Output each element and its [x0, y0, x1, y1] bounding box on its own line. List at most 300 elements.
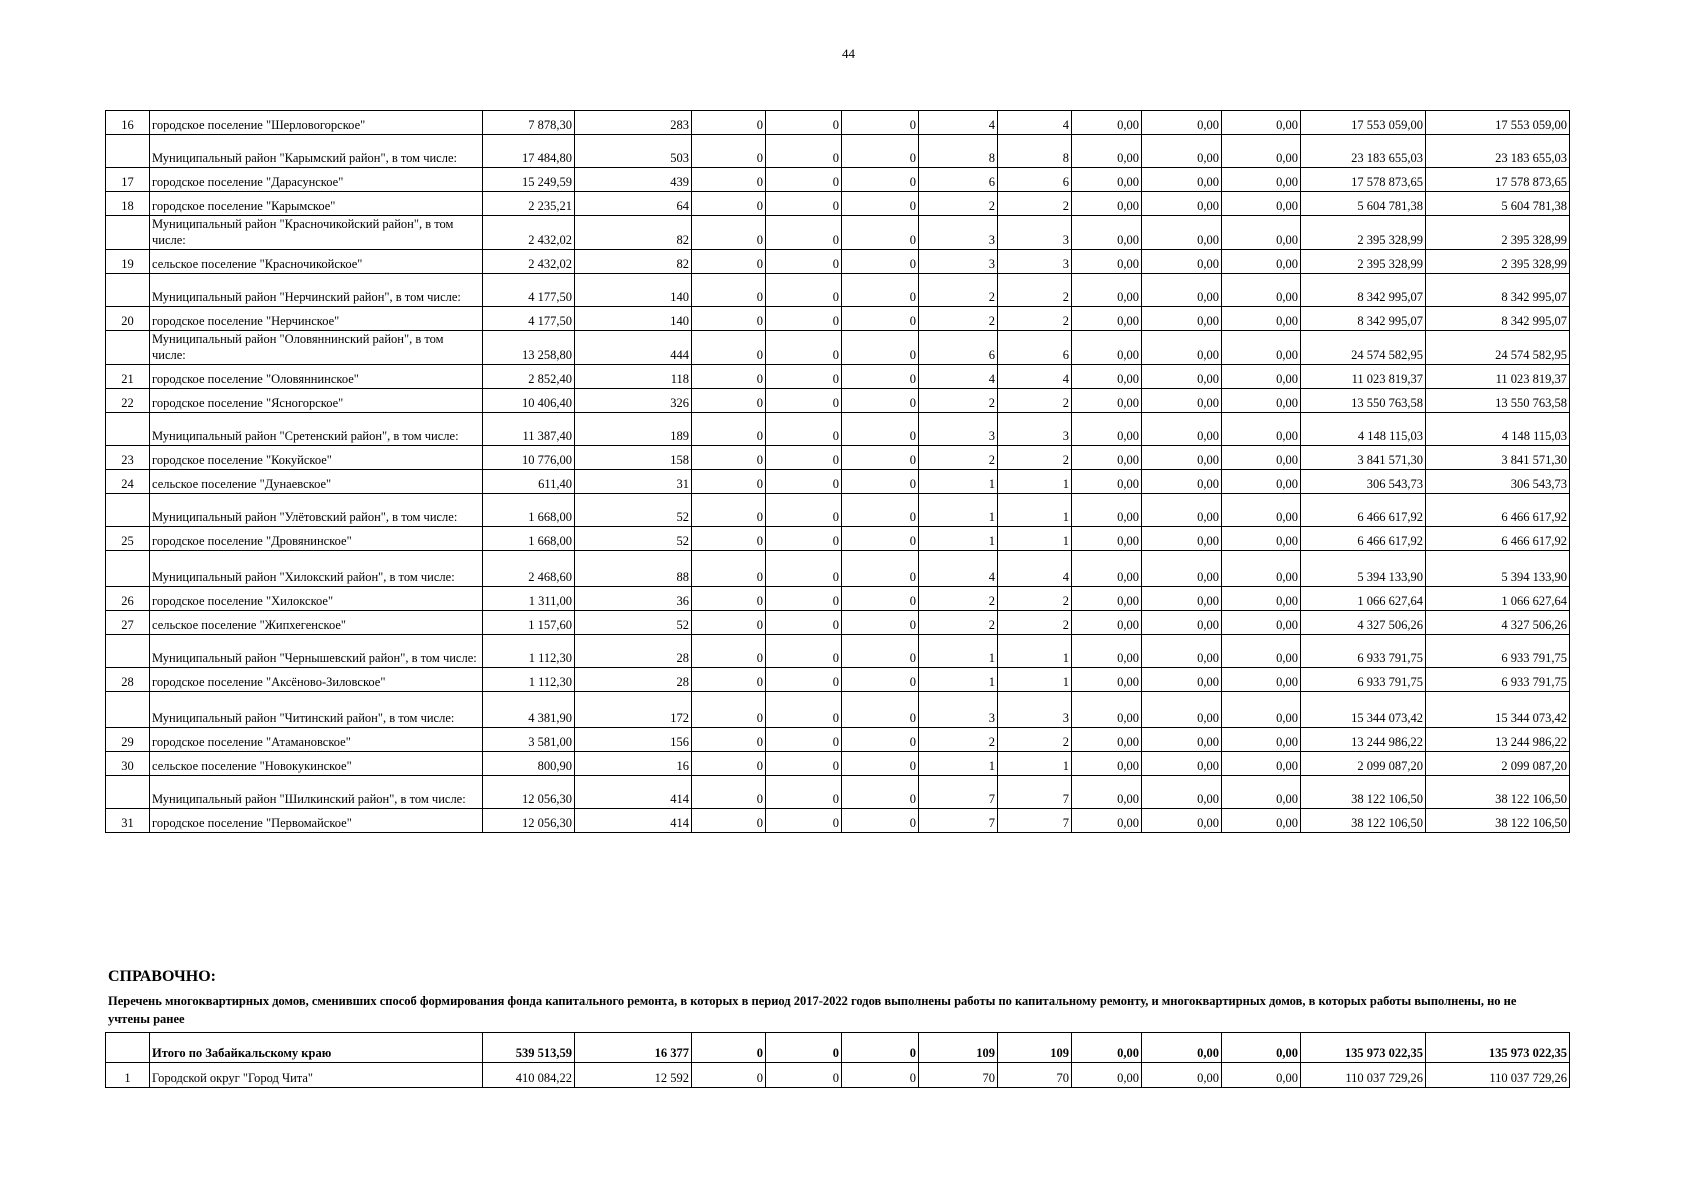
cell-c6: 2 [919, 274, 998, 307]
cell-c10: 0,00 [1222, 307, 1301, 331]
cell-c9: 0,00 [1142, 668, 1222, 692]
cell-c11: 6 933 791,75 [1301, 635, 1426, 668]
cell-c9: 0,00 [1142, 692, 1222, 728]
table-row [106, 168, 1570, 192]
subtotal-row [106, 135, 1570, 168]
cell-area: 3 581,00 [483, 728, 575, 752]
cell-idx: 30 [106, 752, 150, 776]
table-row [106, 611, 1570, 635]
cell-area: 7 878,30 [483, 111, 575, 135]
cell-c4: 0 [766, 216, 842, 250]
cell-c8: 0,00 [1072, 250, 1142, 274]
cell-c6: 4 [919, 365, 998, 389]
cell-c7: 4 [998, 551, 1072, 587]
cell-name: сельское поселение "Жипхегенское" [150, 611, 483, 635]
cell-c3: 0 [692, 551, 766, 587]
cell-c6: 3 [919, 692, 998, 728]
cell-c11: 6 466 617,92 [1301, 494, 1426, 527]
cell-c10: 0,00 [1222, 135, 1301, 168]
cell-idx [106, 135, 150, 168]
cell-c7: 3 [998, 216, 1072, 250]
cell-name: Муниципальный район "Читинский район", в том числе: [150, 692, 483, 728]
cell-c6: 7 [919, 809, 998, 833]
cell-c10: 0,00 [1222, 274, 1301, 307]
cell-c7: 8 [998, 135, 1072, 168]
cell-c3: 0 [692, 413, 766, 446]
cell-c8: 0,00 [1072, 752, 1142, 776]
cell-c6: 6 [919, 331, 998, 365]
cell-c8: 0,00 [1072, 692, 1142, 728]
cell-idx: 19 [106, 250, 150, 274]
cell-name: городское поселение "Кокуйское" [150, 446, 483, 470]
cell-c8: 0,00 [1072, 527, 1142, 551]
cell-c4: 0 [766, 551, 842, 587]
cell-c5: 0 [842, 192, 919, 216]
table-row [106, 752, 1570, 776]
cell-c11: 4 148 115,03 [1301, 413, 1426, 446]
cell-c10: 0,00 [1222, 365, 1301, 389]
cell-c9: 0,00 [1142, 1063, 1222, 1088]
cell-c4: 0 [766, 135, 842, 168]
cell-c12: 6 933 791,75 [1426, 668, 1570, 692]
cell-c7: 1 [998, 494, 1072, 527]
cell-c4: 0 [766, 668, 842, 692]
cell-residents: 82 [575, 216, 692, 250]
cell-c12: 2 395 328,99 [1426, 250, 1570, 274]
cell-c4: 0 [766, 809, 842, 833]
cell-residents: 118 [575, 365, 692, 389]
table-row [106, 587, 1570, 611]
cell-c11: 306 543,73 [1301, 470, 1426, 494]
cell-c3: 0 [692, 635, 766, 668]
cell-c5: 0 [842, 809, 919, 833]
cell-c6: 6 [919, 168, 998, 192]
cell-c7: 6 [998, 331, 1072, 365]
cell-c5: 0 [842, 1033, 919, 1063]
cell-residents: 82 [575, 250, 692, 274]
cell-c6: 109 [919, 1033, 998, 1063]
cell-c5: 0 [842, 389, 919, 413]
cell-c6: 2 [919, 307, 998, 331]
cell-area: 1 668,00 [483, 527, 575, 551]
cell-residents: 414 [575, 776, 692, 809]
cell-c10: 0,00 [1222, 635, 1301, 668]
cell-c8: 0,00 [1072, 168, 1142, 192]
subtotal-row [106, 635, 1570, 668]
cell-c6: 3 [919, 413, 998, 446]
cell-c5: 0 [842, 611, 919, 635]
cell-area: 13 258,80 [483, 331, 575, 365]
cell-c9: 0,00 [1142, 527, 1222, 551]
cell-c3: 0 [692, 809, 766, 833]
cell-c6: 2 [919, 587, 998, 611]
cell-c11: 13 244 986,22 [1301, 728, 1426, 752]
cell-c5: 0 [842, 551, 919, 587]
cell-c10: 0,00 [1222, 809, 1301, 833]
cell-name: городское поселение "Ясногорское" [150, 389, 483, 413]
cell-residents: 12 592 [575, 1063, 692, 1088]
cell-c4: 0 [766, 274, 842, 307]
reference-description: Перечень многоквартирных домов, сменивших способ формирования фонда капитального ремонта, в которых в период 2017-2022 годов выполнены работы по капитальному ремонту, и многоквартирных домов, в которых работы выполнены, но не учтены ранее [108, 994, 1517, 1026]
cell-c12: 5 394 133,90 [1426, 551, 1570, 587]
cell-c9: 0,00 [1142, 111, 1222, 135]
cell-c7: 2 [998, 192, 1072, 216]
cell-c5: 0 [842, 274, 919, 307]
cell-name: Муниципальный район "Нерчинский район", в том числе: [150, 274, 483, 307]
cell-name: Муниципальный район "Карымский район", в том числе: [150, 135, 483, 168]
cell-c3: 0 [692, 470, 766, 494]
cell-c9: 0,00 [1142, 168, 1222, 192]
cell-c12: 6 466 617,92 [1426, 494, 1570, 527]
cell-area: 15 249,59 [483, 168, 575, 192]
cell-c5: 0 [842, 752, 919, 776]
cell-residents: 36 [575, 587, 692, 611]
cell-c12: 23 183 655,03 [1426, 135, 1570, 168]
cell-c12: 24 574 582,95 [1426, 331, 1570, 365]
cell-c4: 0 [766, 692, 842, 728]
page-number: 44 [842, 46, 855, 61]
cell-c3: 0 [692, 216, 766, 250]
cell-c11: 38 122 106,50 [1301, 809, 1426, 833]
cell-c8: 0,00 [1072, 587, 1142, 611]
cell-c5: 0 [842, 470, 919, 494]
cell-c5: 0 [842, 216, 919, 250]
cell-area: 1 112,30 [483, 668, 575, 692]
cell-c10: 0,00 [1222, 216, 1301, 250]
cell-c6: 3 [919, 250, 998, 274]
table-row [106, 728, 1570, 752]
cell-c12: 4 148 115,03 [1426, 413, 1570, 446]
cell-name: городское поселение "Атамановское" [150, 728, 483, 752]
cell-idx [106, 1033, 150, 1063]
cell-residents: 16 [575, 752, 692, 776]
cell-idx: 20 [106, 307, 150, 331]
cell-c6: 2 [919, 728, 998, 752]
cell-c4: 0 [766, 752, 842, 776]
cell-c4: 0 [766, 331, 842, 365]
cell-c6: 1 [919, 527, 998, 551]
cell-area: 1 157,60 [483, 611, 575, 635]
cell-residents: 439 [575, 168, 692, 192]
cell-c3: 0 [692, 389, 766, 413]
cell-name: городское поселение "Дарасунское" [150, 168, 483, 192]
table-row [106, 470, 1570, 494]
cell-c5: 0 [842, 668, 919, 692]
cell-c11: 17 578 873,65 [1301, 168, 1426, 192]
cell-area: 2 235,21 [483, 192, 575, 216]
cell-c7: 7 [998, 809, 1072, 833]
cell-c7: 2 [998, 446, 1072, 470]
cell-area: 2 432,02 [483, 250, 575, 274]
cell-c3: 0 [692, 274, 766, 307]
cell-c9: 0,00 [1142, 274, 1222, 307]
cell-area: 800,90 [483, 752, 575, 776]
cell-c10: 0,00 [1222, 587, 1301, 611]
cell-c7: 2 [998, 389, 1072, 413]
cell-c7: 70 [998, 1063, 1072, 1088]
cell-c6: 2 [919, 446, 998, 470]
cell-c7: 1 [998, 470, 1072, 494]
cell-c10: 0,00 [1222, 668, 1301, 692]
table-row [106, 446, 1570, 470]
cell-idx: 25 [106, 527, 150, 551]
cell-c7: 3 [998, 413, 1072, 446]
table-row [106, 250, 1570, 274]
cell-c8: 0,00 [1072, 111, 1142, 135]
cell-c9: 0,00 [1142, 413, 1222, 446]
cell-c5: 0 [842, 111, 919, 135]
cell-c7: 2 [998, 728, 1072, 752]
cell-c11: 8 342 995,07 [1301, 274, 1426, 307]
cell-c8: 0,00 [1072, 216, 1142, 250]
cell-name: городское поселение "Дровянинское" [150, 527, 483, 551]
cell-c5: 0 [842, 331, 919, 365]
cell-c10: 0,00 [1222, 192, 1301, 216]
cell-c3: 0 [692, 668, 766, 692]
cell-c5: 0 [842, 135, 919, 168]
cell-c10: 0,00 [1222, 692, 1301, 728]
cell-c7: 2 [998, 307, 1072, 331]
cell-residents: 156 [575, 728, 692, 752]
cell-c7: 1 [998, 527, 1072, 551]
cell-c5: 0 [842, 307, 919, 331]
cell-area: 611,40 [483, 470, 575, 494]
cell-c7: 2 [998, 611, 1072, 635]
cell-c11: 24 574 582,95 [1301, 331, 1426, 365]
cell-c7: 6 [998, 168, 1072, 192]
cell-c8: 0,00 [1072, 728, 1142, 752]
cell-c3: 0 [692, 192, 766, 216]
cell-residents: 140 [575, 307, 692, 331]
cell-c5: 0 [842, 250, 919, 274]
cell-c6: 1 [919, 752, 998, 776]
cell-c6: 1 [919, 668, 998, 692]
reference-table [105, 1032, 1570, 1088]
cell-c3: 0 [692, 331, 766, 365]
cell-c5: 0 [842, 365, 919, 389]
cell-c12: 13 244 986,22 [1426, 728, 1570, 752]
cell-idx: 23 [106, 446, 150, 470]
cell-idx [106, 216, 150, 250]
cell-c11: 5 604 781,38 [1301, 192, 1426, 216]
cell-c10: 0,00 [1222, 389, 1301, 413]
cell-c6: 1 [919, 494, 998, 527]
cell-area: 12 056,30 [483, 809, 575, 833]
cell-c9: 0,00 [1142, 446, 1222, 470]
cell-c4: 0 [766, 111, 842, 135]
cell-c8: 0,00 [1072, 135, 1142, 168]
subtotal-row [106, 216, 1570, 250]
cell-c7: 1 [998, 752, 1072, 776]
cell-c5: 0 [842, 587, 919, 611]
cell-name: сельское поселение "Новокукинское" [150, 752, 483, 776]
cell-c12: 2 395 328,99 [1426, 216, 1570, 250]
cell-area: 11 387,40 [483, 413, 575, 446]
cell-c11: 2 395 328,99 [1301, 216, 1426, 250]
cell-c7: 1 [998, 635, 1072, 668]
cell-residents: 16 377 [575, 1033, 692, 1063]
cell-c10: 0,00 [1222, 1063, 1301, 1088]
cell-c8: 0,00 [1072, 274, 1142, 307]
cell-name: Муниципальный район "Чернышевский район", в том числе: [150, 635, 483, 668]
cell-area: 10 406,40 [483, 389, 575, 413]
cell-idx [106, 776, 150, 809]
cell-c12: 38 122 106,50 [1426, 776, 1570, 809]
cell-idx: 18 [106, 192, 150, 216]
cell-idx: 29 [106, 728, 150, 752]
cell-c4: 0 [766, 494, 842, 527]
cell-c11: 13 550 763,58 [1301, 389, 1426, 413]
cell-name: городское поселение "Аксёново-Зиловское" [150, 668, 483, 692]
cell-name: городское поселение "Шерловогорское" [150, 111, 483, 135]
cell-c4: 0 [766, 776, 842, 809]
cell-c7: 1 [998, 668, 1072, 692]
cell-c4: 0 [766, 389, 842, 413]
cell-c4: 0 [766, 587, 842, 611]
table-row [106, 389, 1570, 413]
cell-c8: 0,00 [1072, 446, 1142, 470]
cell-c9: 0,00 [1142, 216, 1222, 250]
cell-c4: 0 [766, 307, 842, 331]
cell-name: городское поселение "Хилокское" [150, 587, 483, 611]
cell-c6: 8 [919, 135, 998, 168]
cell-c12: 306 543,73 [1426, 470, 1570, 494]
cell-c8: 0,00 [1072, 1033, 1142, 1063]
reference-title: СПРАВОЧНО: [108, 968, 216, 985]
cell-c5: 0 [842, 728, 919, 752]
cell-idx: 27 [106, 611, 150, 635]
cell-c7: 2 [998, 274, 1072, 307]
cell-c8: 0,00 [1072, 192, 1142, 216]
cell-c11: 17 553 059,00 [1301, 111, 1426, 135]
cell-c4: 0 [766, 413, 842, 446]
cell-idx [106, 494, 150, 527]
cell-residents: 52 [575, 494, 692, 527]
cell-name: Муниципальный район "Оловяннинский район", в том числе: [150, 331, 483, 365]
cell-c8: 0,00 [1072, 470, 1142, 494]
cell-c12: 8 342 995,07 [1426, 274, 1570, 307]
cell-c3: 0 [692, 527, 766, 551]
cell-c9: 0,00 [1142, 307, 1222, 331]
cell-c3: 0 [692, 111, 766, 135]
cell-name: городское поселение "Карымское" [150, 192, 483, 216]
cell-residents: 52 [575, 611, 692, 635]
table-row [106, 365, 1570, 389]
cell-c10: 0,00 [1222, 728, 1301, 752]
cell-c10: 0,00 [1222, 494, 1301, 527]
cell-c9: 0,00 [1142, 331, 1222, 365]
cell-c4: 0 [766, 365, 842, 389]
cell-c9: 0,00 [1142, 635, 1222, 668]
cell-c8: 0,00 [1072, 494, 1142, 527]
cell-c12: 17 553 059,00 [1426, 111, 1570, 135]
cell-residents: 52 [575, 527, 692, 551]
cell-c11: 6 466 617,92 [1301, 527, 1426, 551]
cell-residents: 88 [575, 551, 692, 587]
cell-idx [106, 331, 150, 365]
cell-idx: 22 [106, 389, 150, 413]
cell-c12: 6 933 791,75 [1426, 635, 1570, 668]
cell-c11: 5 394 133,90 [1301, 551, 1426, 587]
cell-c10: 0,00 [1222, 470, 1301, 494]
table-row [106, 809, 1570, 833]
cell-residents: 503 [575, 135, 692, 168]
cell-c11: 8 342 995,07 [1301, 307, 1426, 331]
main-table [105, 110, 1570, 833]
cell-idx: 1 [106, 1063, 150, 1088]
cell-residents: 28 [575, 635, 692, 668]
cell-residents: 140 [575, 274, 692, 307]
cell-area: 4 177,50 [483, 274, 575, 307]
cell-c12: 17 578 873,65 [1426, 168, 1570, 192]
cell-c9: 0,00 [1142, 494, 1222, 527]
cell-c8: 0,00 [1072, 413, 1142, 446]
cell-c8: 0,00 [1072, 307, 1142, 331]
cell-c11: 110 037 729,26 [1301, 1063, 1426, 1088]
cell-c7: 4 [998, 365, 1072, 389]
cell-c5: 0 [842, 776, 919, 809]
cell-c3: 0 [692, 776, 766, 809]
cell-c10: 0,00 [1222, 331, 1301, 365]
cell-residents: 31 [575, 470, 692, 494]
cell-c3: 0 [692, 587, 766, 611]
cell-residents: 158 [575, 446, 692, 470]
cell-c3: 0 [692, 692, 766, 728]
cell-c10: 0,00 [1222, 752, 1301, 776]
cell-name: Итого по Забайкальскому краю [150, 1033, 483, 1063]
cell-c9: 0,00 [1142, 551, 1222, 587]
cell-c9: 0,00 [1142, 192, 1222, 216]
table-row [106, 527, 1570, 551]
cell-c8: 0,00 [1072, 668, 1142, 692]
cell-c10: 0,00 [1222, 111, 1301, 135]
cell-c4: 0 [766, 470, 842, 494]
cell-residents: 444 [575, 331, 692, 365]
cell-area: 17 484,80 [483, 135, 575, 168]
cell-c7: 3 [998, 692, 1072, 728]
cell-area: 1 311,00 [483, 587, 575, 611]
cell-c12: 3 841 571,30 [1426, 446, 1570, 470]
cell-c9: 0,00 [1142, 587, 1222, 611]
cell-c11: 135 973 022,35 [1301, 1033, 1426, 1063]
cell-c5: 0 [842, 635, 919, 668]
cell-name: городское поселение "Первомайское" [150, 809, 483, 833]
cell-area: 2 432,02 [483, 216, 575, 250]
cell-c3: 0 [692, 250, 766, 274]
cell-c3: 0 [692, 307, 766, 331]
cell-c8: 0,00 [1072, 551, 1142, 587]
cell-c6: 4 [919, 111, 998, 135]
cell-area: 1 668,00 [483, 494, 575, 527]
cell-name: Городской округ "Город Чита" [150, 1063, 483, 1088]
cell-c4: 0 [766, 168, 842, 192]
cell-c11: 38 122 106,50 [1301, 776, 1426, 809]
cell-c7: 7 [998, 776, 1072, 809]
cell-c3: 0 [692, 752, 766, 776]
cell-area: 2 468,60 [483, 551, 575, 587]
cell-c5: 0 [842, 527, 919, 551]
cell-residents: 283 [575, 111, 692, 135]
cell-c12: 4 327 506,26 [1426, 611, 1570, 635]
cell-c12: 15 344 073,42 [1426, 692, 1570, 728]
cell-c6: 3 [919, 216, 998, 250]
cell-c10: 0,00 [1222, 446, 1301, 470]
cell-name: Муниципальный район "Хилокский район", в том числе: [150, 551, 483, 587]
cell-c3: 0 [692, 446, 766, 470]
cell-c9: 0,00 [1142, 135, 1222, 168]
cell-c8: 0,00 [1072, 776, 1142, 809]
cell-c10: 0,00 [1222, 168, 1301, 192]
